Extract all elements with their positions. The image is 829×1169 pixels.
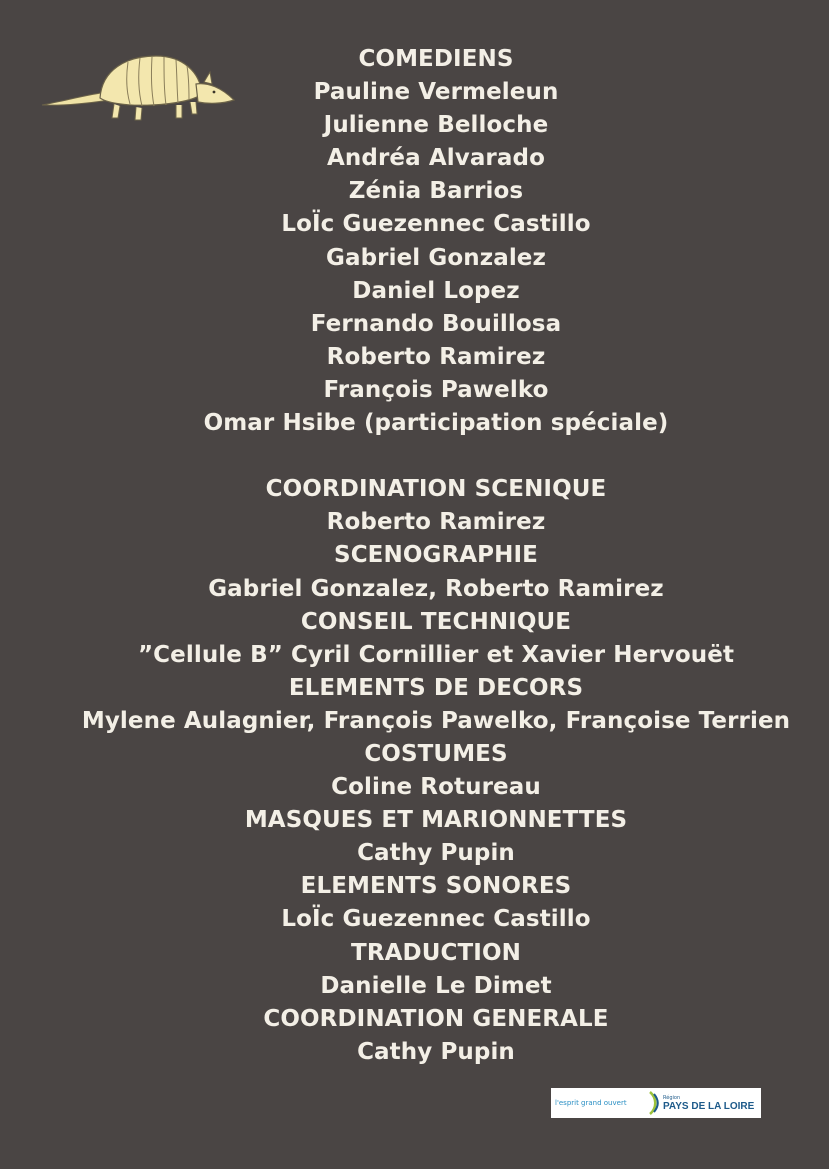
crew-role: COORDINATION GENERALE [263,1005,609,1032]
logo-region-name: PAYS DE LA LOIRE [663,1100,755,1112]
cast-name: Zénia Barrios [348,178,524,205]
cast-name: Andréa Alvarado [327,145,545,172]
logo-region-text [663,1095,754,1112]
cast-name: François Pawelko [323,376,549,403]
crew-role: COSTUMES [364,740,508,767]
crew-names: Roberto Ramirez [326,509,546,536]
crew-names: Cathy Pupin [357,840,515,867]
crew-names: Danielle Le Dimet [320,972,552,999]
crew-role: ELEMENTS SONORES [300,873,572,900]
cast-heading: COMEDIENS [358,46,514,72]
cast-name: LoÏc Guezennec Castillo [281,211,591,238]
logo-tagline: l'esprit grand ouvert [555,1099,627,1107]
cast-name: Daniel Lopez [352,277,520,304]
crew-names: LoÏc Guezennec Castillo [281,906,591,933]
credits-list [0,43,829,1069]
crew-names: Coline Rotureau [331,774,541,801]
crew-role: TRADUCTION [351,939,521,966]
logo-region-label: Région [663,1094,681,1101]
cast-name: Gabriel Gonzalez [325,244,546,271]
crew-names: Gabriel Gonzalez, Roberto Ramirez [208,575,664,602]
crew-names: Cathy Pupin [357,1038,515,1065]
cast-name: Fernando Bouillosa [310,310,562,337]
swoosh-icon [647,1090,661,1116]
cast-name: Omar Hsibe (participation spéciale) [203,410,669,437]
cast-name: Roberto Ramirez [326,343,546,370]
section-spacer [0,440,829,473]
crew-role: COORDINATION SCENIQUE [265,476,607,503]
cast-name: Julienne Belloche [323,112,549,139]
region-pays-de-la-loire-logo [551,1088,761,1118]
crew-role: CONSEIL TECHNIQUE [300,608,572,635]
crew-names: ”Cellule B” Cyril Cornillier et Xavier Hervouët [137,641,735,668]
cast-name: Pauline Vermeleun [313,79,559,106]
crew-role: MASQUES ET MARIONNETTES [244,807,628,834]
crew-names: Mylene Aulagnier, François Pawelko, Françoise Terrien [81,707,791,734]
crew-role: ELEMENTS DE DECORS [288,674,584,701]
crew-role: SCENOGRAPHIE [334,542,538,569]
